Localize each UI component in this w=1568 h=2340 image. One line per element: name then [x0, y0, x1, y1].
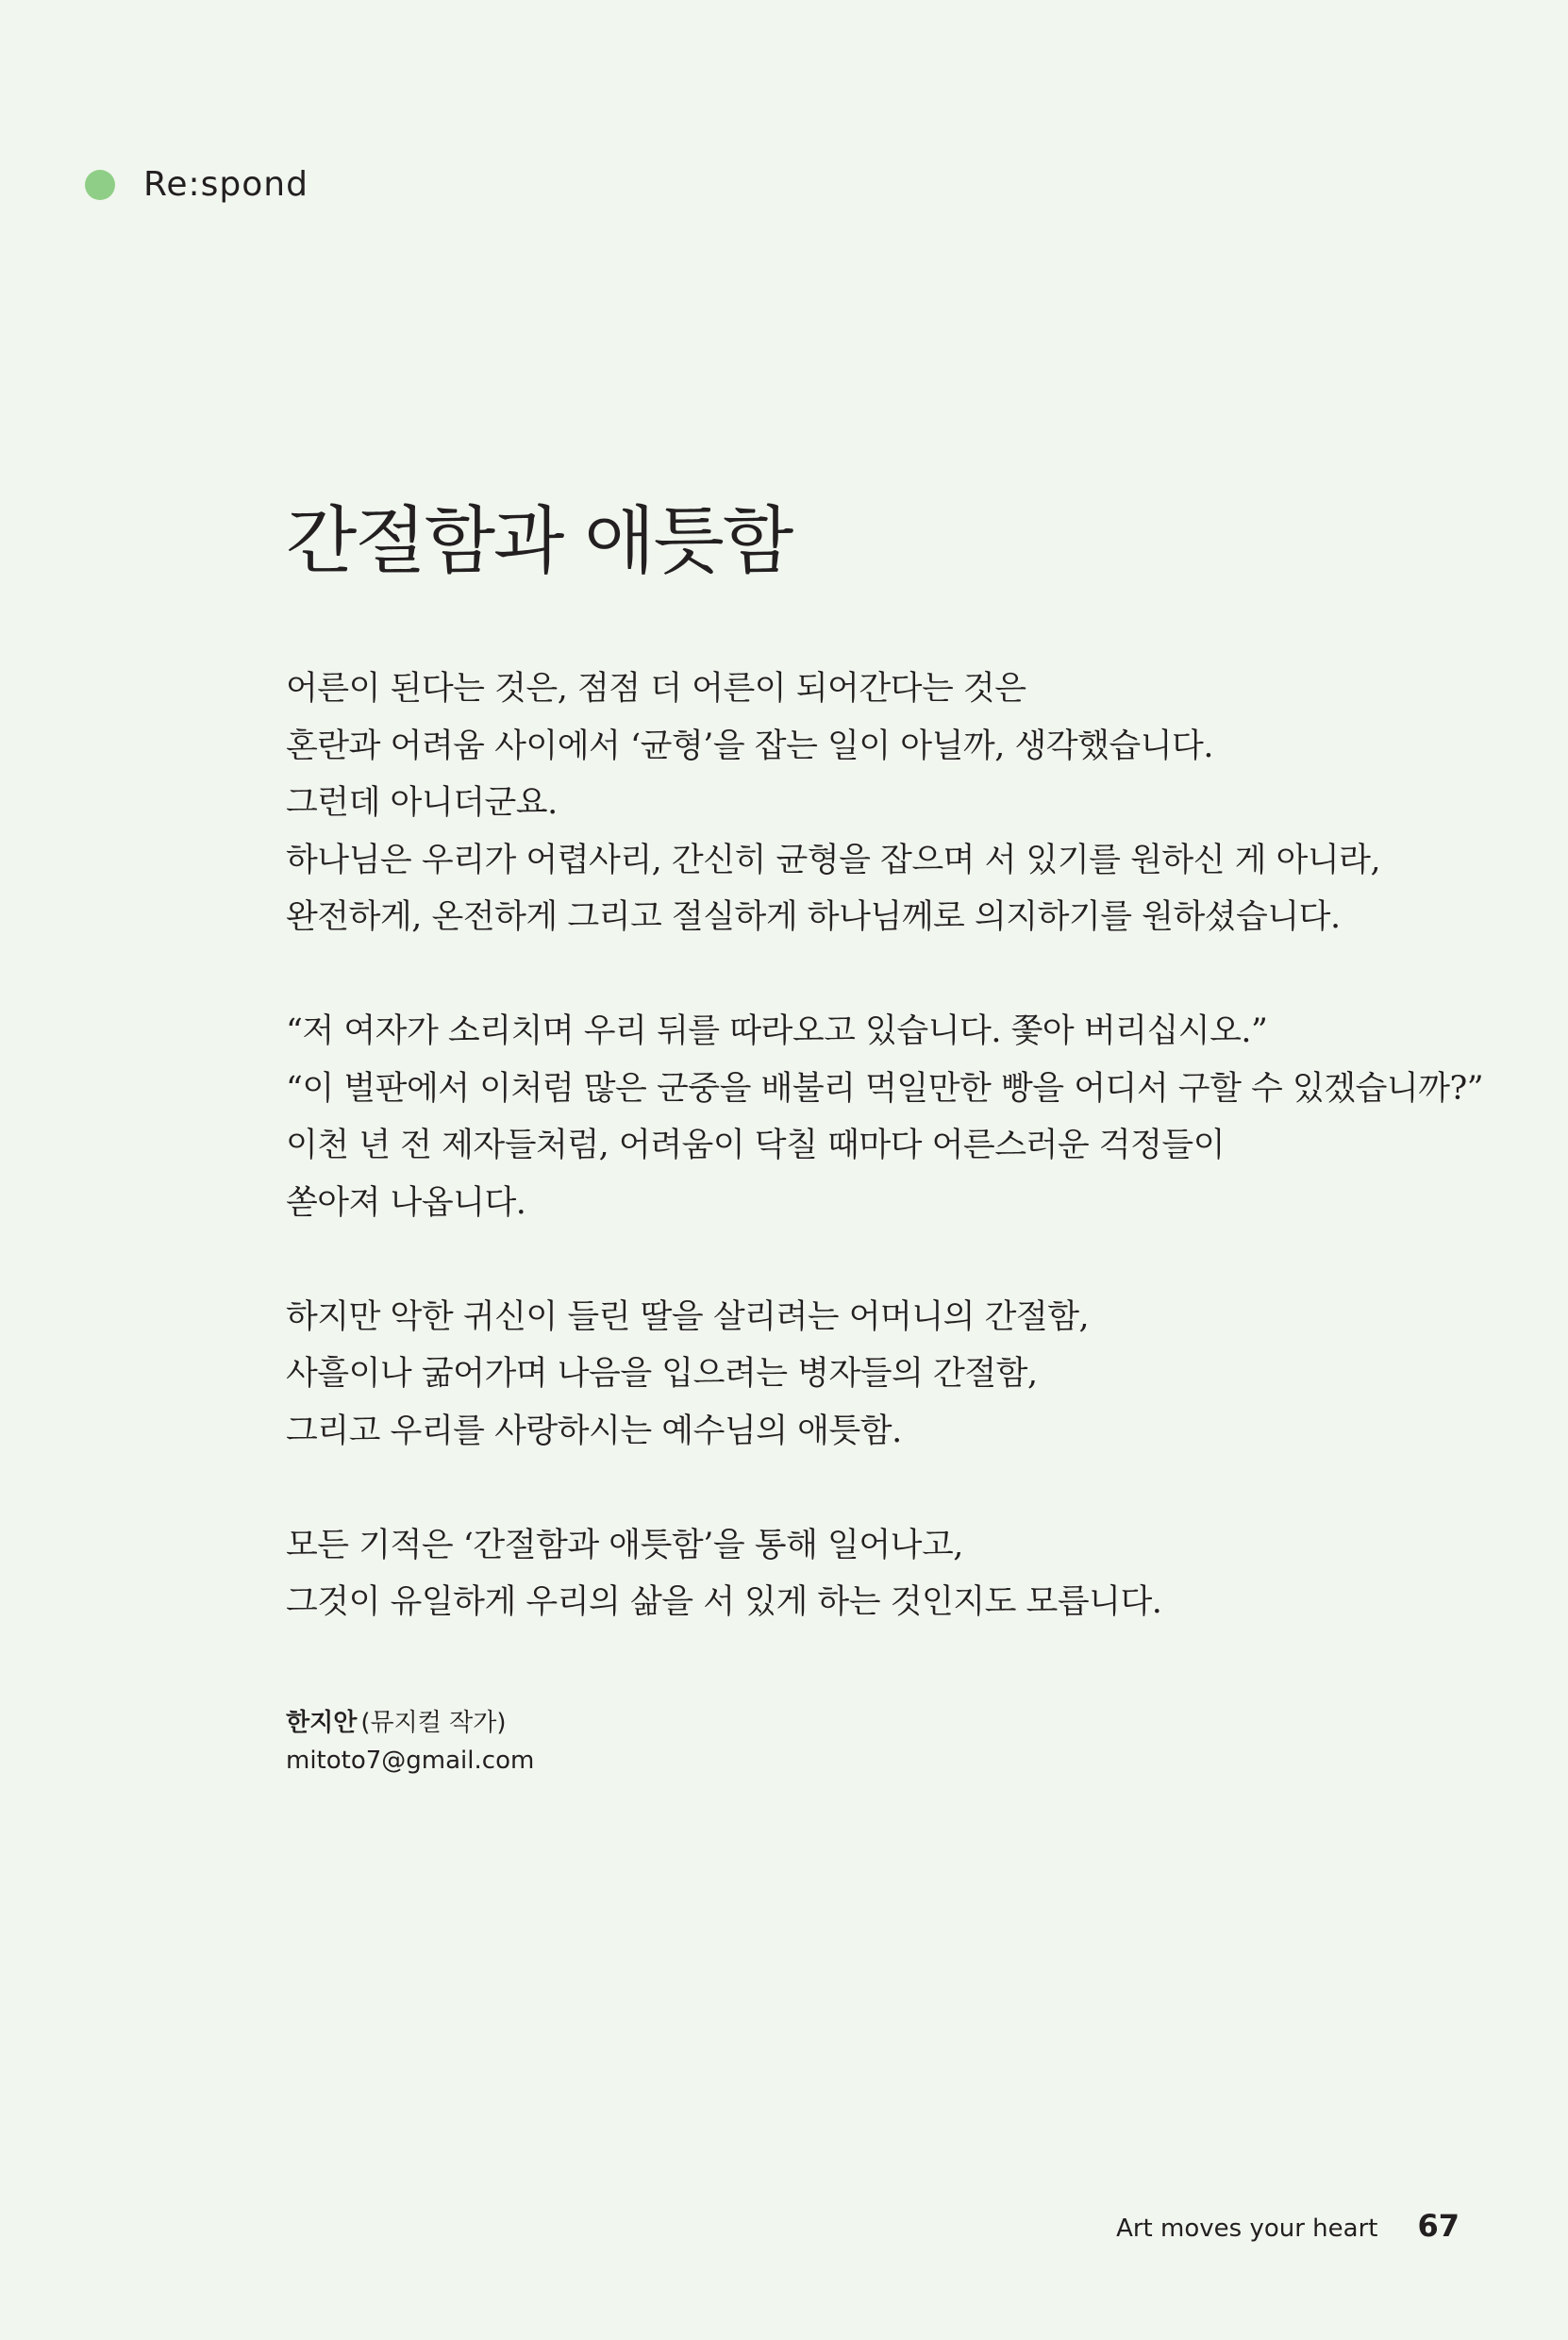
section-tag [85, 165, 309, 204]
author-block [286, 1704, 534, 1780]
paragraph-line: 사흘이나 굶어가며 나음을 입으려는 병자들의 간절함, [286, 1355, 1038, 1393]
article-paragraph [286, 1289, 1446, 1461]
paragraph-line: 모든 기적은 ‘간절함과 애틋함’을 통해 일어나고, [286, 1526, 963, 1564]
article-paragraph [286, 1517, 1446, 1631]
author-line [286, 1704, 534, 1742]
paragraph-line: 혼란과 어려움 사이에서 ‘균형’을 잡는 일이 아닐까, 생각했습니다. [286, 727, 1213, 765]
section-dot-icon [85, 170, 115, 200]
paragraph-line: “이 벌판에서 이처럼 많은 군중을 배불리 먹일만한 빵을 어디서 구할 수 있겠습니까?” [286, 1069, 1484, 1108]
author-name: 한지안 [286, 1709, 358, 1737]
paragraph-line: 쏟아져 나옵니다. [286, 1183, 526, 1222]
paragraph-line: “저 여자가 소리치며 우리 뒤를 따라오고 있습니다. 쫓아 버리십시오.” [286, 1012, 1268, 1050]
paragraph-line: 하지만 악한 귀신이 들린 딸을 살리려는 어머니의 간절함, [286, 1297, 1090, 1336]
paragraph-line: 완전하게, 온전하게 그리고 절실하게 하나님께로 의지하기를 원하셨습니다. [286, 898, 1341, 936]
paragraph-line: 그리고 우리를 사랑하시는 예수님의 애틋함. [286, 1412, 902, 1450]
article-body [286, 660, 1484, 1688]
author-email: mitoto7@gmail.com [286, 1747, 535, 1775]
paragraph-line: 어른이 된다는 것은, 점점 더 어른이 되어간다는 것은 [286, 670, 1026, 708]
author-role: (뮤지컬 작가) [360, 1709, 507, 1737]
page-footer [1116, 2208, 1460, 2244]
article-title: 간절함과 애틋함 [286, 499, 792, 584]
article-paragraph [286, 1003, 1484, 1231]
paragraph-line: 하나님은 우리가 어렵사리, 간신히 균형을 잡으며 서 있기를 원하신 게 아니라, [286, 841, 1381, 879]
paragraph-line: 그런데 아니더군요. [286, 784, 558, 822]
paragraph-line: 이천 년 전 제자들처럼, 어려움이 닥칠 때마다 어른스러운 걱정들이 [286, 1127, 1226, 1164]
paragraph-line: 그것이 유일하게 우리의 삶을 서 있게 하는 것인지도 모릅니다. [286, 1583, 1162, 1621]
footer-slogan: Art moves your heart [1116, 2215, 1378, 2243]
section-label: Re:spond [143, 165, 309, 204]
article-paragraph [286, 660, 1446, 946]
page-number: 67 [1417, 2208, 1460, 2244]
